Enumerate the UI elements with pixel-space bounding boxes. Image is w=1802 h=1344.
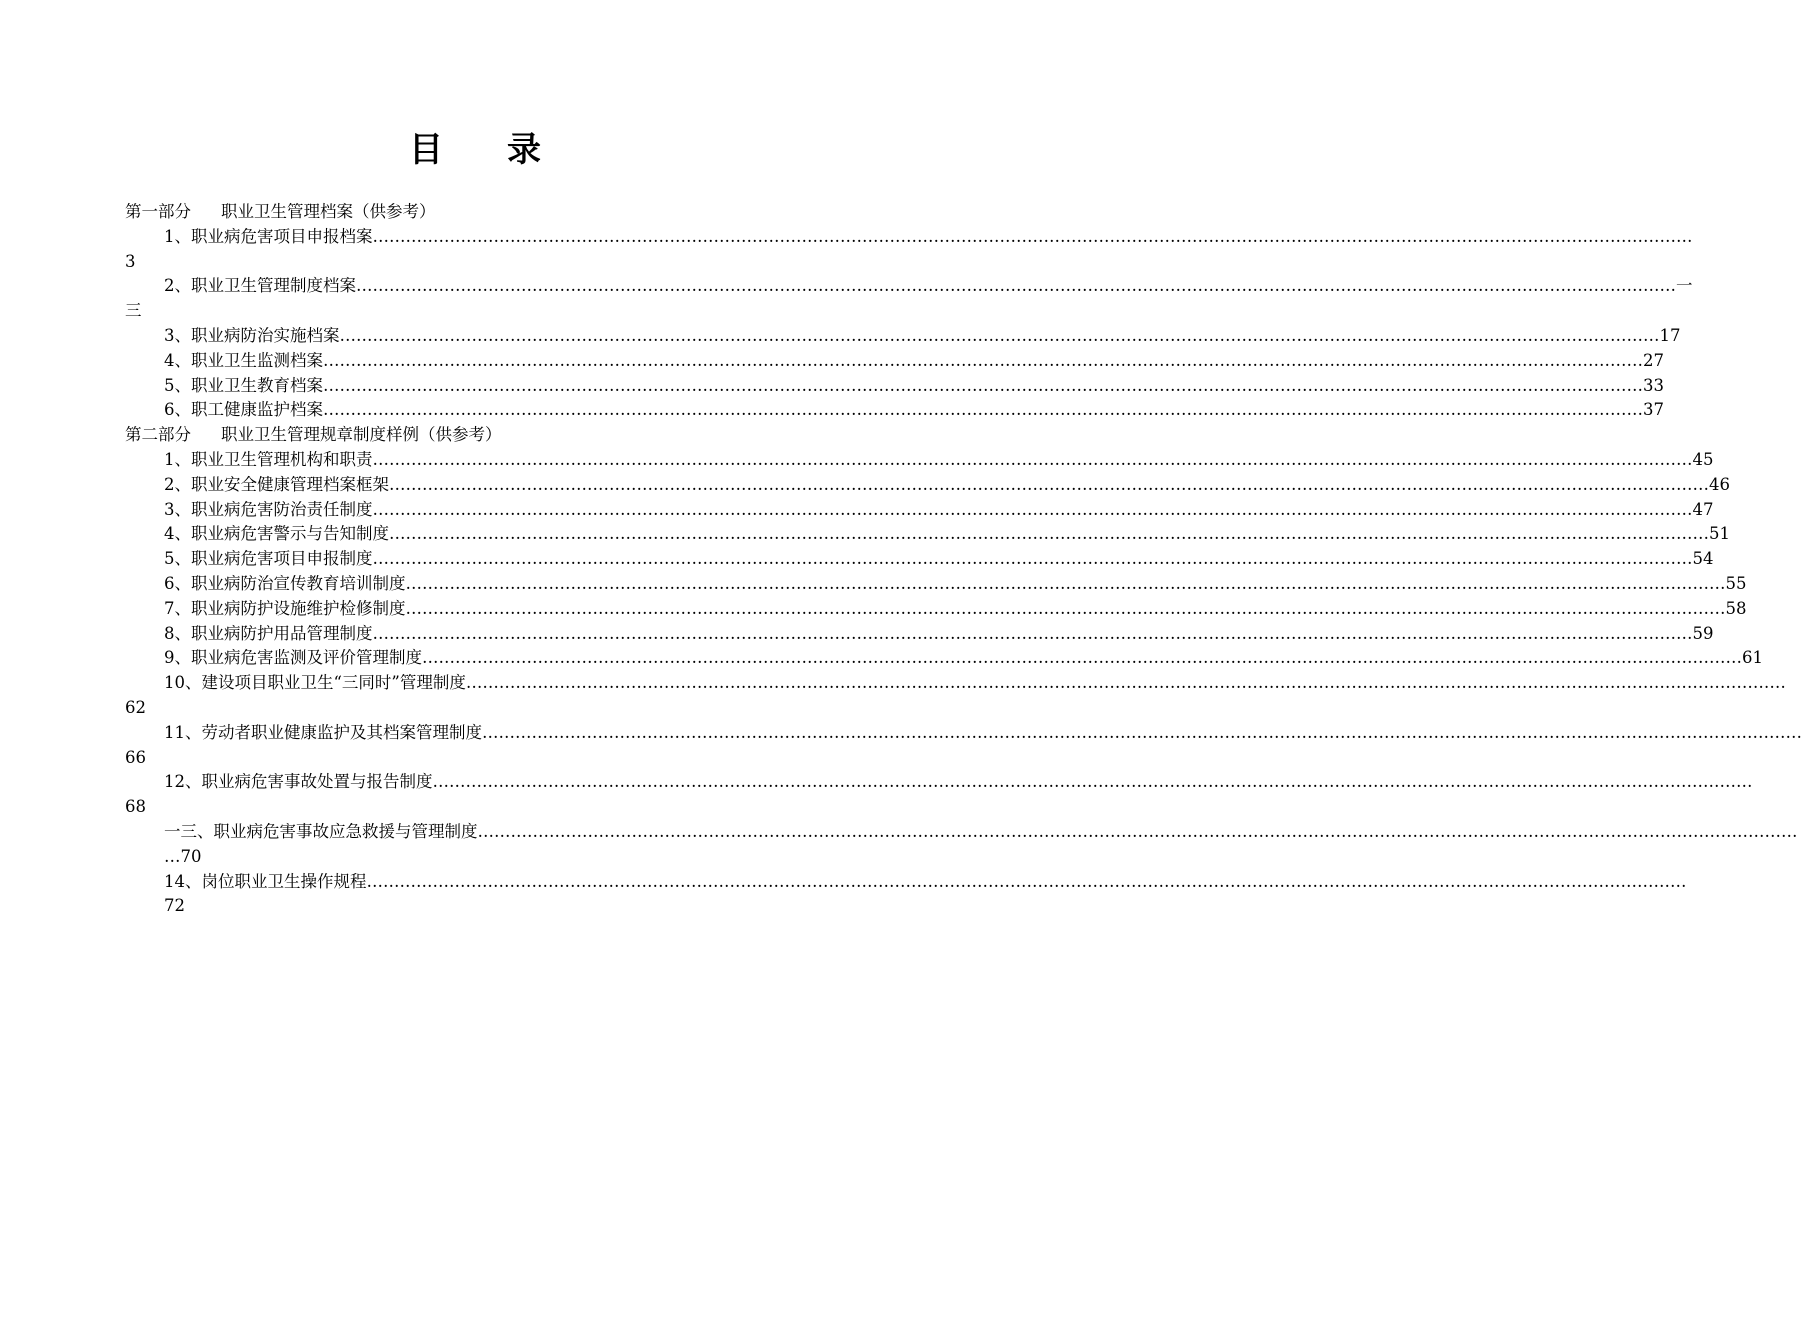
toc-entry-label: 4、职业卫生监测档案 [164, 350, 323, 370]
toc-entry-label: 3、职业病防治实施档案 [164, 325, 340, 345]
toc-leader-dots: …………………………………………………………………………………………………………………………………………………………………………………………………………………… [323, 375, 1643, 395]
toc-entry [125, 522, 1730, 547]
toc-entry [125, 448, 1714, 473]
toc-leader-dots: …………………………………………………………………………………………………………………………………………………………………………………………………………………… [389, 524, 1709, 544]
toc-leader-dots: …………………………………………………………………………………………………………………………………………………………………………………………………………………… [372, 449, 1693, 469]
toc-entry-label: 11、劳动者职业健康监护及其档案管理制度 [164, 722, 482, 742]
toc-entry [125, 324, 1681, 349]
section-label: 第二部分 [125, 425, 191, 445]
toc-leader-dots: …………………………………………………………………………………………………………………………………………………………………………………………………………………… [323, 350, 1643, 370]
toc-entry [125, 721, 1802, 746]
toc-entry [125, 597, 1747, 622]
title-char-1: 目 [409, 130, 443, 170]
toc-entry-label: 6、职业病防治宣传教育培训制度 [164, 573, 406, 593]
toc-entry-page: 47 [1692, 499, 1714, 519]
toc-leader-dots: …………………………………………………………………………………………………………………………………………………………………………………………………………………… [356, 276, 1676, 296]
toc-entry-page-continued: 72 [164, 896, 185, 916]
toc-entry-page: 61 [1742, 648, 1763, 668]
toc-leader-dots: …………………………………………………………………………………………………………………………………………………………………………………………………………………… [372, 499, 1693, 519]
toc-leader-dots: …………………………………………………………………………………………………………………………………………………………………………………………………………………… [405, 573, 1726, 593]
toc-entry [125, 498, 1714, 523]
toc-entry [125, 770, 1753, 795]
toc-entry-page: 54 [1692, 549, 1714, 569]
section-label: 第一部分 [125, 202, 191, 221]
page-title [0, 128, 950, 172]
toc-entry-page: 46 [1709, 474, 1730, 494]
toc-entry [125, 820, 1798, 845]
toc-entry [125, 572, 1747, 597]
toc-entry-page: 一 [1676, 276, 1693, 296]
section-title: 职业卫生管理规章制度样例（供参考） [221, 425, 502, 445]
toc-entry-page-continued: 68 [125, 797, 146, 817]
toc-leader-dots: …………………………………………………………………………………………………………………………………………………………………………………………………………………… [366, 871, 1687, 891]
toc-entry [125, 547, 1714, 572]
toc-entry-page: 37 [1643, 400, 1664, 420]
toc-entry-label: 3、职业病危害防治责任制度 [164, 499, 373, 519]
toc-entry [125, 398, 1664, 423]
toc-leader-dots: …………………………………………………………………………………………………………………………………………………………………………………………………………………… [422, 648, 1742, 668]
toc-entry-page-continued: 3 [125, 251, 136, 271]
toc-entry-page-continued: 三 [125, 301, 142, 321]
toc-entry-label: 5、职业卫生教育档案 [164, 375, 323, 395]
toc-entry-page: 51 [1709, 524, 1730, 544]
toc-section-1 [125, 200, 825, 225]
toc-leader-dots: …………………………………………………………………………………………………………………………………………………………………………………………………………………… [482, 722, 1802, 742]
toc-entry-page: 17 [1659, 325, 1681, 345]
toc-entry-page-continued: …70 [164, 846, 202, 866]
toc-entry [125, 349, 1664, 374]
toc-entry [125, 374, 1664, 399]
table-of-contents [125, 200, 1802, 919]
toc-entry-label: 6、职工健康监护档案 [164, 400, 323, 420]
toc-entry-page-continued: 66 [125, 747, 146, 767]
toc-leader-dots: …………………………………………………………………………………………………………………………………………………………………………………………………………………… [372, 623, 1693, 643]
toc-leader-dots: …………………………………………………………………………………………………………………………………………………………………………………………………………………… [323, 400, 1643, 420]
toc-entry-page: 58 [1725, 598, 1747, 618]
title-char-2: 录 [507, 130, 541, 170]
toc-leader-dots: …………………………………………………………………………………………………………………………………………………………………………………………………………………… [372, 549, 1693, 569]
toc-entry-label: 一三、职业病危害事故应急救援与管理制度 [164, 821, 478, 841]
toc-entry-label: 12、职业病危害事故处置与报告制度 [164, 772, 433, 792]
toc-entry [125, 671, 1786, 696]
toc-leader-dots: …………………………………………………………………………………………………………………………………………………………………………………………………………………… [405, 598, 1726, 618]
toc-section-2 [125, 423, 825, 448]
toc-entry [125, 225, 1693, 250]
toc-entry-label: 10、建设项目职业卫生“三同时”管理制度 [164, 673, 466, 693]
toc-entry-page: 59 [1692, 623, 1714, 643]
toc-entry [125, 646, 1763, 671]
toc-entry-label: 2、职业安全健康管理档案框架 [164, 474, 389, 494]
toc-leader-dots: …………………………………………………………………………………………………………………………………………………………………………………………………………………… [465, 673, 1786, 693]
toc-entry-page: 33 [1643, 375, 1664, 395]
toc-leader-dots: …………………………………………………………………………………………………………………………………………………………………………………………………………………… [372, 226, 1693, 246]
toc-entry [125, 622, 1714, 647]
toc-entry-label: 1、职业卫生管理机构和职责 [164, 449, 373, 469]
toc-entry-page: 45 [1692, 449, 1714, 469]
toc-leader-dots: …………………………………………………………………………………………………………………………………………………………………………………………………………………… [389, 474, 1709, 494]
toc-entry-label: 1、职业病危害项目申报档案 [164, 226, 373, 246]
toc-entry-page: 55 [1725, 573, 1747, 593]
toc-leader-dots: …………………………………………………………………………………………………………………………………………………………………………………………………………………… [477, 821, 1798, 841]
toc-leader-dots: …………………………………………………………………………………………………………………………………………………………………………………………………………………… [432, 772, 1753, 792]
toc-entry-label: 9、职业病危害监测及评价管理制度 [164, 648, 422, 668]
toc-entry-label: 4、职业病危害警示与告知制度 [164, 524, 389, 544]
toc-entry-label: 7、职业病防护设施维护检修制度 [164, 598, 406, 618]
toc-entry [125, 473, 1730, 498]
toc-entry-label: 8、职业病防护用品管理制度 [164, 623, 373, 643]
toc-entry [125, 274, 1693, 299]
toc-entry-label: 5、职业病危害项目申报制度 [164, 549, 373, 569]
toc-entry-page-continued: 62 [125, 697, 146, 717]
toc-entry-label: 14、岗位职业卫生操作规程 [164, 871, 367, 891]
section-title: 职业卫生管理档案（供参考） [221, 202, 436, 221]
toc-entry [125, 870, 1687, 895]
toc-entry-page: 27 [1643, 350, 1664, 370]
toc-entry-label: 2、职业卫生管理制度档案 [164, 276, 356, 296]
toc-leader-dots: …………………………………………………………………………………………………………………………………………………………………………………………………………………… [339, 325, 1660, 345]
